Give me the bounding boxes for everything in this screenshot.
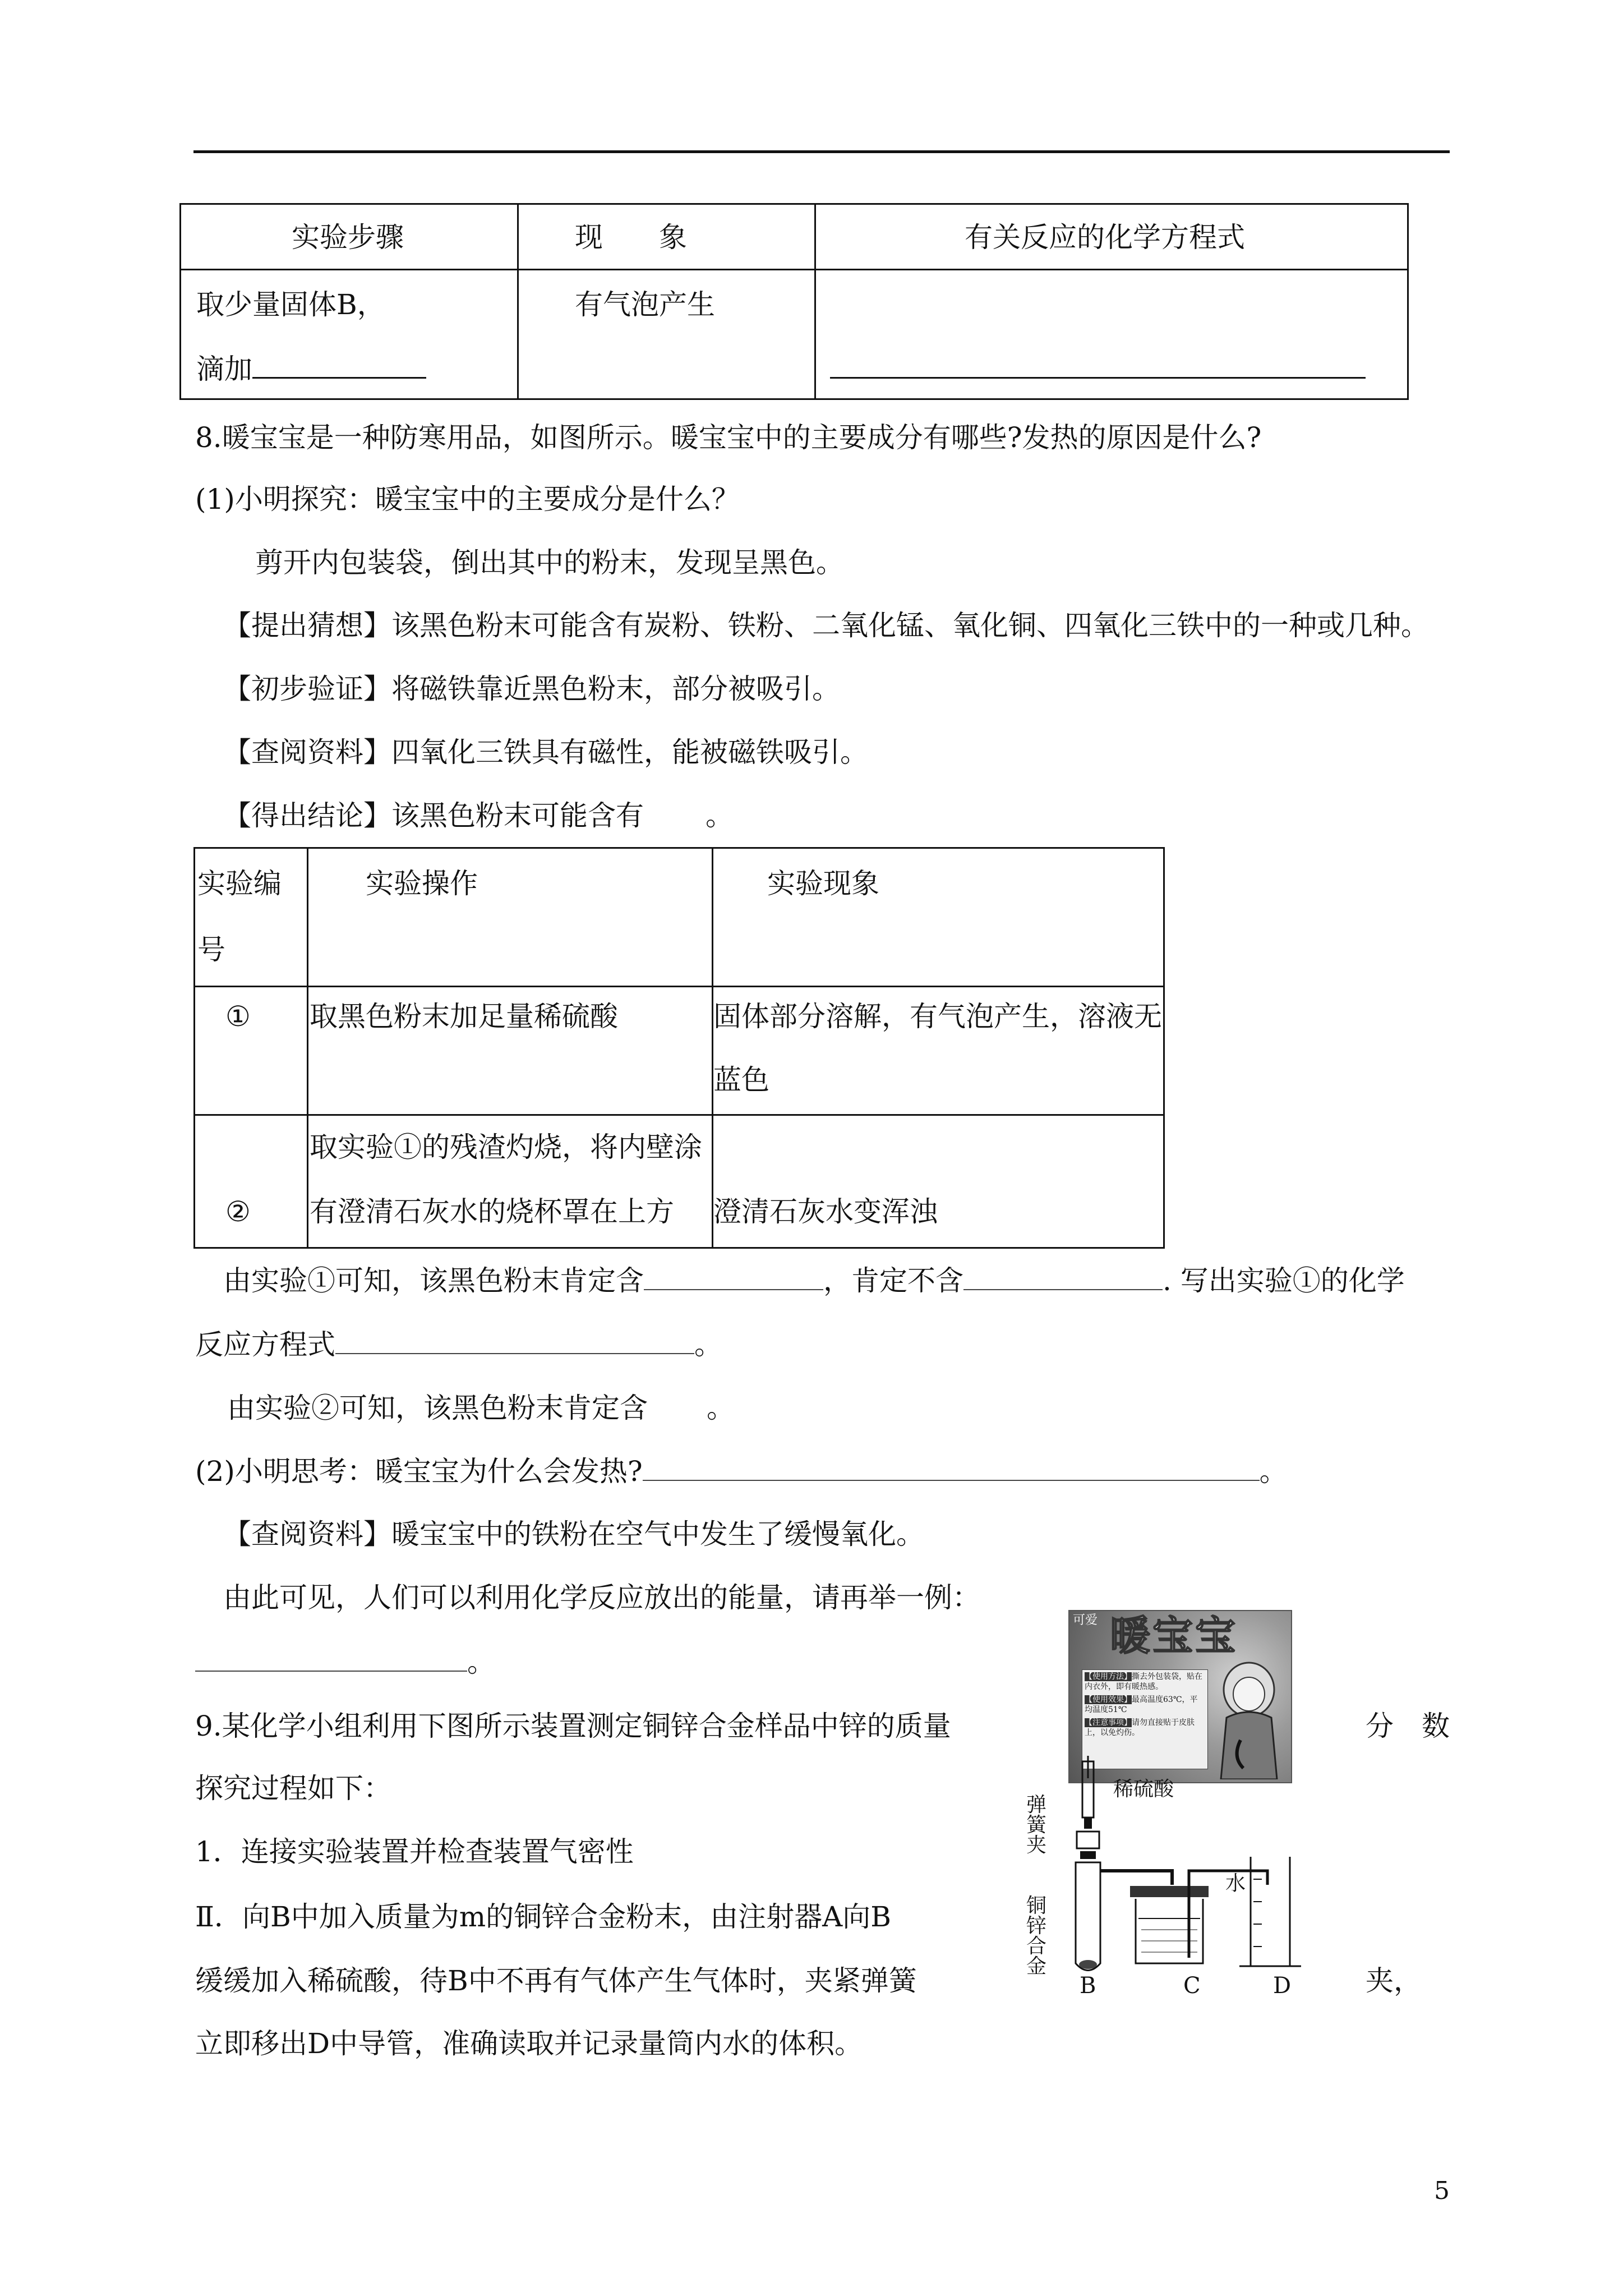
text: 由实验②可知，该黑色粉末肯定含: [227, 1392, 648, 1424]
text: 反应方程式: [195, 1328, 335, 1361]
effect-label: 【使用效果】: [1085, 1695, 1132, 1704]
header-operation: 实验操作: [366, 867, 478, 900]
instruction-panel: [1082, 1669, 1208, 1769]
row1-observation-1: 固体部分溶解，有气泡产生，溶液无: [713, 1000, 1162, 1033]
header-step: 实验步骤: [292, 221, 404, 254]
page-number: 5: [1434, 2177, 1450, 2205]
usage-text: 撕去外包装袋，贴在内衣外，即有暖热感。: [1085, 1672, 1202, 1691]
q8-lookup2: 【查阅资料】暖宝宝中的铁粉在空气中发生了缓慢氧化。: [223, 1518, 924, 1550]
corner-label: 可爱: [1073, 1613, 1098, 1627]
equation-cell: [830, 355, 1366, 383]
row1-observation-2: 蓝色: [713, 1064, 769, 1096]
q8-paragraph: 剪开内包装袋，倒出其中的粉末，发现呈黑色。: [255, 546, 844, 579]
q8-example: 由此可见，人们可以利用化学反应放出的能量，请再举一例：: [223, 1581, 980, 1614]
conclusion-text: 【得出结论】该黑色粉末可能含有: [223, 799, 644, 832]
caution-text: 请勿直接贴于皮肤上，以免灼伤。: [1085, 1718, 1195, 1737]
effect-text: 最高温度63℃，平均温度51℃: [1085, 1695, 1198, 1714]
text: 由实验①可知，该黑色粉末肯定含: [223, 1264, 644, 1297]
q8-verify: 【初步验证】将磁铁靠近黑色粉末，部分被吸引。: [223, 673, 840, 705]
water-label: 水: [1225, 1872, 1246, 1895]
label-D: D: [1273, 1973, 1292, 1999]
header-rule: [193, 150, 1450, 153]
row2-operation-1: 取实验①的残渣灼烧，将内壁涂: [310, 1131, 702, 1163]
effect-row: [1085, 1695, 1205, 1715]
q8-from-experiment-1: [223, 1264, 1405, 1297]
phenomenon-text: 有气泡产生: [575, 288, 715, 321]
step-label: 滴加: [196, 353, 252, 385]
answer-blank: [830, 376, 1366, 379]
text: (2)小明思考：暖宝宝为什么会发热?: [195, 1455, 643, 1488]
row2-operation-2: 有澄清石灰水的烧杯罩在上方: [310, 1195, 674, 1228]
spring-clip-label: 弹簧夹: [1026, 1793, 1047, 1857]
text: ，肯定不含: [823, 1264, 963, 1297]
q9-line1: 9.某化学小组利用下图所示装置测定铜锌合金样品中锌的质量: [195, 1710, 951, 1742]
text: 。: [707, 1392, 735, 1424]
acid-label: 稀硫酸: [1113, 1778, 1174, 1801]
q8-equation-line: [195, 1328, 722, 1361]
step-text-1: 取少量固体B，: [196, 288, 385, 321]
text: 。: [467, 1646, 495, 1678]
step-text-2: [196, 355, 426, 383]
header-equation: 有关反应的化学方程式: [965, 221, 1245, 254]
q8-lookup: 【查阅资料】四氧化三铁具有磁性，能被磁铁吸引。: [223, 736, 868, 769]
usage-row: [1085, 1672, 1205, 1692]
answer-blank: [644, 1289, 823, 1290]
q9-line1-end: 分 数: [1366, 1710, 1450, 1742]
label-B: B: [1080, 1973, 1096, 1999]
q8-conclusion: [223, 799, 734, 832]
q8-part2: [195, 1455, 1288, 1488]
row1-operation: 取黑色粉末加足量稀硫酸: [310, 1000, 618, 1033]
q9-step2-b: 缓缓加入稀硫酸，待B中不再有气体产生气体时，夹紧弹簧: [195, 1964, 917, 1997]
header-no-1: 实验编: [197, 867, 282, 900]
text: . 写出实验①的化学: [1163, 1264, 1405, 1297]
q9-step2-d: 立即移出D中导管，准确读取并记录量筒内水的体积。: [195, 2027, 863, 2060]
text: 。: [1259, 1455, 1288, 1488]
q8-guess: 【提出猜想】该黑色粉末可能含有炭粉、铁粉、二氧化锰、氧化铜、四氧化三铁中的一种或几种。: [223, 609, 1429, 642]
header-phenomenon: 现 象: [575, 221, 687, 254]
alloy-label: 铜锌合金: [1026, 1894, 1047, 1978]
row2-observation: 澄清石灰水变浑浊: [713, 1195, 938, 1228]
q8-intro: 8.暖宝宝是一种防寒用品，如图所示。暖宝宝中的主要成分有哪些?发热的原因是什么?: [195, 421, 1262, 454]
hand-warmer-title: 暖宝宝: [1110, 1612, 1238, 1659]
header-no-2: 号: [197, 933, 225, 966]
q9-step1: 1．连接实验装置并检查装置气密性: [195, 1835, 634, 1868]
table-cell: [712, 1114, 1165, 1249]
table-cell: [193, 986, 308, 1116]
usage-label: 【使用方法】: [1085, 1672, 1132, 1681]
row2-no: ②: [225, 1195, 251, 1228]
q9-line2: 探究过程如下：: [195, 1772, 391, 1805]
q8-from-experiment-2: [227, 1394, 735, 1422]
q8-part1: (1)小明探究：暖宝宝中的主要成分是什么？: [195, 483, 740, 516]
label-C: C: [1183, 1973, 1201, 1999]
answer-blank: [195, 1671, 467, 1672]
header-observation: 实验现象: [767, 867, 879, 900]
caution-label: 【注意事项】: [1085, 1718, 1132, 1727]
answer-blank: [643, 1480, 1260, 1481]
q8-example-answer: [195, 1648, 495, 1676]
text: 。: [694, 1328, 722, 1361]
answer-blank: [252, 376, 426, 379]
table-cell: [193, 1114, 308, 1249]
q9-step2-a: Ⅱ．向B中加入质量为m的铜锌合金粉末，由注射器A向B: [195, 1901, 891, 1933]
q9-step2-c: 夹，: [1366, 1964, 1422, 1997]
row1-no: ①: [225, 1000, 251, 1033]
answer-blank: [335, 1353, 694, 1354]
caution-row: [1085, 1718, 1205, 1738]
conclusion-end: 。: [706, 799, 734, 832]
answer-blank: [963, 1289, 1163, 1290]
